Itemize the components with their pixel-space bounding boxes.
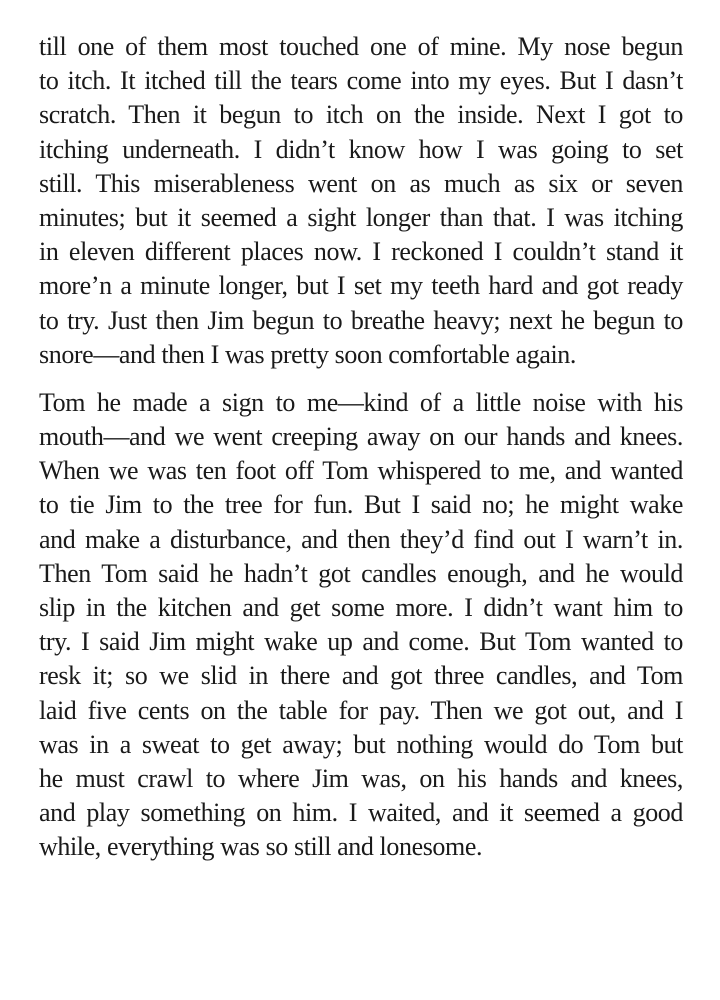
text-line: and make a disturbance, and then they’d find out I warn’t in.: [39, 524, 683, 554]
text-line: minutes; but it seemed a sight longer than that. I was itching: [39, 202, 683, 232]
text-line: mouth—and we went creeping away on our hands and knees.: [39, 422, 683, 452]
text-line: itching underneath. I didn’t know how I was going to set: [39, 134, 683, 164]
text-line: try. I said Jim might wake up and come. But Tom wanted to: [39, 627, 683, 657]
text-line: still. This miserableness went on as much as six or seven: [39, 168, 683, 198]
text-line: slip in the kitchen and get some more. I didn’t want him to: [39, 593, 683, 622]
text-line: Tom he made a sign to me—kind of a little noise with his: [39, 387, 683, 417]
page-text: [39, 30, 683, 879]
text-line: to itch. It itched till the tears come into my eyes. But I dasn’t: [39, 66, 683, 96]
text-line: was in a sweat to get away; but nothing would do Tom but: [39, 729, 683, 759]
text-line: laid five cents on the table for pay. Then we got out, and I: [39, 695, 683, 725]
text-line: Then Tom said he hadn’t got candles enough, and he would: [39, 558, 683, 588]
text-line: and play something on him. I waited, and it seemed a good: [39, 798, 683, 828]
text-line: while, everything was so still and lonesome.: [39, 832, 483, 862]
text-line: scratch. Then it begun to itch on the inside. Next I got to: [39, 100, 683, 130]
text-line: he must crawl to where Jim was, on his hands and knees,: [39, 763, 683, 793]
text-line: When we was ten foot off Tom whispered to me, and wanted: [39, 456, 683, 486]
text-line: in eleven different places now. I reckoned I couldn’t stand it: [39, 237, 683, 267]
text-line: to try. Just then Jim begun to breathe heavy; next he begun to: [39, 305, 683, 335]
text-line: more’n a minute longer, but I set my teeth hard and got ready: [39, 271, 683, 301]
text-line: to tie Jim to the tree for fun. But I said no; he might wake: [39, 490, 683, 520]
text-line: resk it; so we slid in there and got three candles, and Tom: [39, 661, 683, 691]
text-line: snore—and then I was pretty soon comfortable again.: [39, 339, 576, 369]
text-line: till one of them most touched one of mine. My nose begun: [39, 32, 683, 61]
paragraph-1: [39, 30, 683, 372]
paragraph-2: [39, 386, 683, 865]
